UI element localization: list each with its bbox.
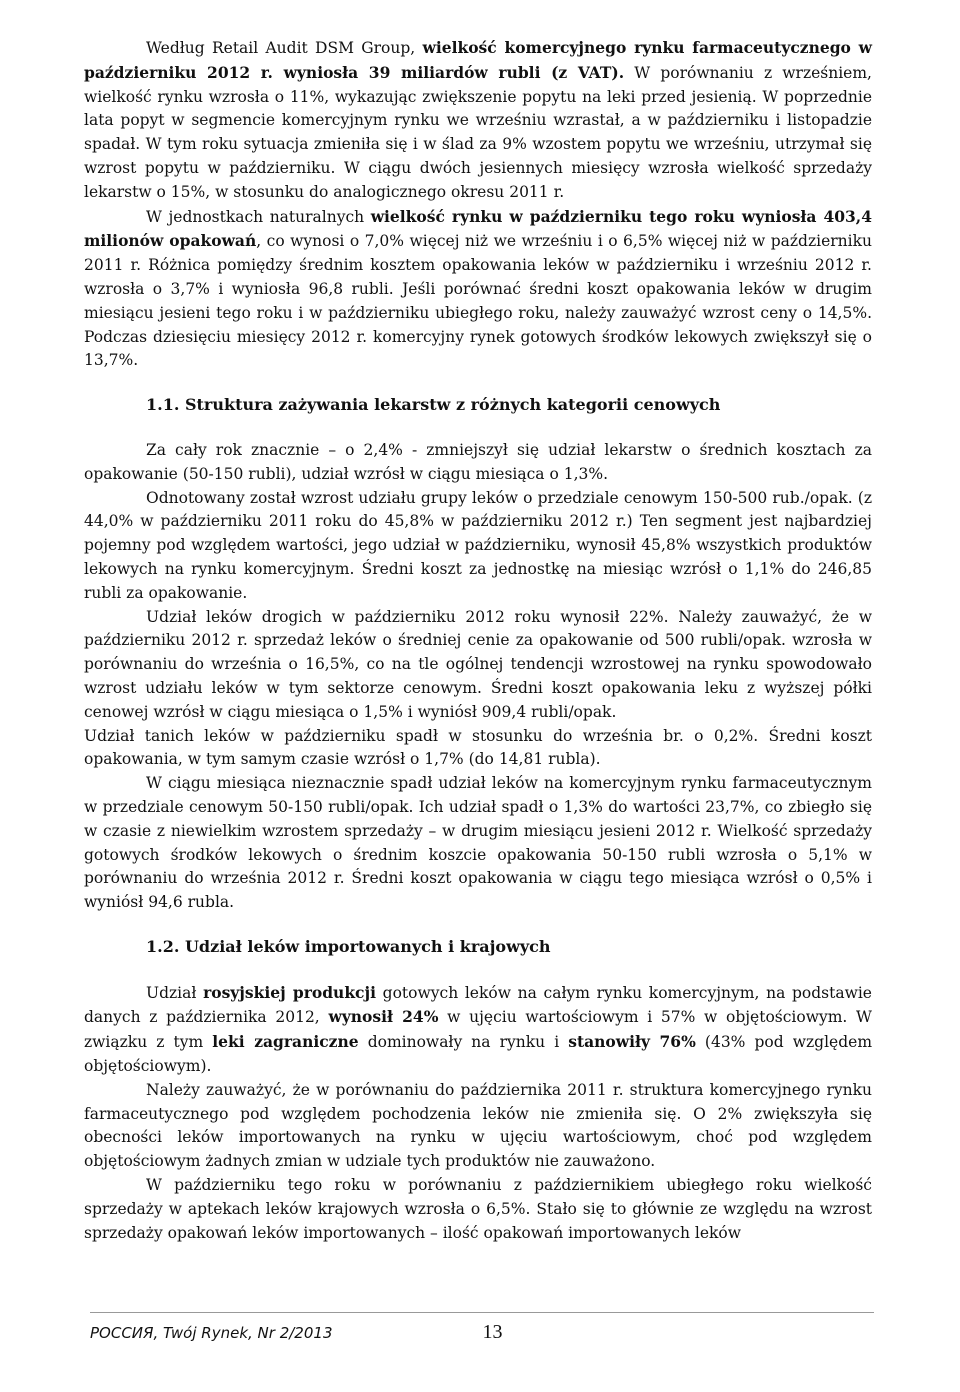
s2p1-bold-b: rosyjskiej produkcji — [203, 982, 376, 1002]
s2p1-text-a: Udział — [146, 983, 204, 1002]
intro-p1-bold: wielkość komercyjnego rynku farmaceutycznego w październiku 2012 r. wyniosła 39 miliardów rubli (z VAT). — [84, 38, 872, 82]
intro-p2-bold: wielkość rynku w październiku tego roku wyniosła 403,4 milionów opakowań — [84, 206, 872, 251]
document-page — [84, 36, 872, 1245]
s2p1-bold-f: leki zagraniczne — [212, 1032, 359, 1052]
intro-p1-text-c: W porównaniu z wrześniem, wielkość rynku wzrosła o 11%, wykazując zwiększenie popytu na leki przed jesienią. W poprzednie lata popyt w segmencie komercyjnym rynku we wrześniu wzrastał, a w październiku i listopadzie spadał. W tym roku sytuacja zmieniła się i w ślad za 9% wzostem popytu we wrześniu, utrzymał się wzrost popytu w październiku. W ciągu dwóch jesiennych miesięcy wzrosła wielkość sprzedaży lekarstw o 15%, w stosunku do analogicznego okresu 2011 r. — [84, 63, 872, 201]
s2p1-text-c: gotowych leków na całym rynku komercyjnym, na podstawie danych z października 2012, — [84, 983, 872, 1027]
s2p1-bold-d: wynosił 24% — [328, 1007, 439, 1027]
intro-p2-text-c: , co wynosi o 7,0% więcej niż we wrześniu i o 6,5% więcej niż w październiku 2011 r. Różnica pomiędzy średnim kosztem opakowania leków w październiku i wrześniu 2012 r. wzrosła o 3,7% i wyniosła 96,8 rubli. Jeśli porównać średni koszt opakowania leków w drugim miesiącu jesieni tego roku i w październiku ubiegłego roku, należy zauważyć wzrost ceny o 14,5%. Podczas dziesięciu miesięcy 2012 r. komercyjny rynek gotowych środków lekowych zwiększył się o 13,7%. — [84, 232, 872, 370]
page-footer — [90, 1312, 874, 1344]
publication-name: РОССИЯ, Twój Rynek, Nr 2/2013 — [90, 1324, 333, 1342]
s2p1-text-i: (43% pod względem objętościowym). — [84, 1033, 873, 1076]
section2-paragraph-3: W październiku tego roku w porównaniu z październikiem ubiegłego roku wielkość sprzedaży w aptekach leków krajowych wzrosła o 6,5%. Stało się to głównie ze względu na wzrost sprzedaży opakowań leków importowanych – ilość opakowań importowanych leków — [84, 1176, 872, 1242]
section1-paragraph-2: Odnotowany został wzrost udziału grupy leków o przedziale cenowym 150-500 rub./opak. (z 44,0% w październiku 2011 roku do 45,8% w październiku 2012 r.) Ten segment jest najbardziej pojemny pod względem wartości, jego udział w październiku, wynosił 45,8% wszystkich produktów lekowych na rynku komercyjnym. Średni koszt za jednostkę na miesiąc wzrósł o 1,1% do 246,85 rubli za opakowanie. — [84, 488, 872, 602]
s2p1-bold-h: stanowiły 76% — [568, 1032, 696, 1052]
intro-paragraph-1 — [84, 36, 872, 205]
spacer — [84, 959, 872, 981]
section1-paragraph-5: W ciągu miesiąca nieznacznie spadł udział leków na komercyjnym rynku farmaceutycznym w przedziale cenowym 50-150 rubli/opak. Ich udział spadł o 1,3% do wartości 23,7%, co zbiegło się w czasie z niewielkim wzrostem sprzedaży – w drugim miesiącu jesieni 2012 r. Wielkość sprzedaży gotowych środków lekowych o średnim koszcie opakowania 50-150 rubli wzrosła o 5,1% w porównaniu do września 2012 r. Średni koszt opakowania w ciągu tego miesiąca wzrósł o 0,5% i wyniósł 94,6 rubla. — [84, 774, 872, 912]
s2p1-text-e: w ujęciu wartościowym i 57% w objętościowym. W związku z tym — [84, 1008, 872, 1052]
section-heading-1-2: 1.2. Udział leków importowanych i krajowych — [146, 936, 551, 956]
section2-paragraph-1 — [84, 981, 872, 1079]
spacer — [84, 417, 872, 439]
section1-paragraph-4: Udział tanich leków w październiku spadł w stosunku do września br. o 0,2%. Średni koszt opakowania, w tym samym czasie wzrósł o 1,7% (do 14,81 rubla). — [84, 726, 872, 769]
section1-paragraph-3: Udział leków drogich w październiku 2012 roku wynosił 22%. Należy zauważyć, że w październiku 2012 r. sprzedaż leków o średniej cenie za opakowanie od 500 rubli/opak. wzrosła w porównaniu do września o 16,5%, co na tle ogólnej tendencji wzrostowej na rynku spowodowało wzrost udziału leków w tym sektorze cenowym. Średni koszt opakowania leku z wyższej półki cenowej wzrósł w ciągu miesiąca o 1,5% i wyniósł 909,4 rubli/opak. — [84, 607, 872, 721]
intro-p2-text-a: W jednostkach naturalnych — [146, 207, 371, 226]
section-heading-1-1: 1.1. Struktura zażywania lekarstw z różnych kategorii cenowych — [146, 395, 721, 415]
intro-p1-text-a: Według Retail Audit DSM Group, — [146, 39, 423, 57]
s2p1-text-g: dominowały na rynku i — [358, 1033, 569, 1052]
intro-paragraph-2 — [84, 205, 872, 374]
page-number: 13 — [482, 1321, 503, 1343]
section2-paragraph-2: Należy zauważyć, że w porównaniu do października 2011 r. struktura komercyjnego rynku farmaceutycznego pod względem pochodzenia leków nie zmieniła się. O 2% zwiększyła się obecności leków importowanych na rynku w ujęciu wartościowym, choć pod względem objętościowym żadnych zmian w udziale tych produktów nie zauważono. — [84, 1080, 872, 1171]
section1-paragraph-1: Za cały rok znacznie – o 2,4% - zmniejszył się udział lekarstw o średnich kosztach za opakowanie (50-150 rubli), udział wzrósł w ciągu miesiąca o 1,3%. — [84, 440, 872, 483]
